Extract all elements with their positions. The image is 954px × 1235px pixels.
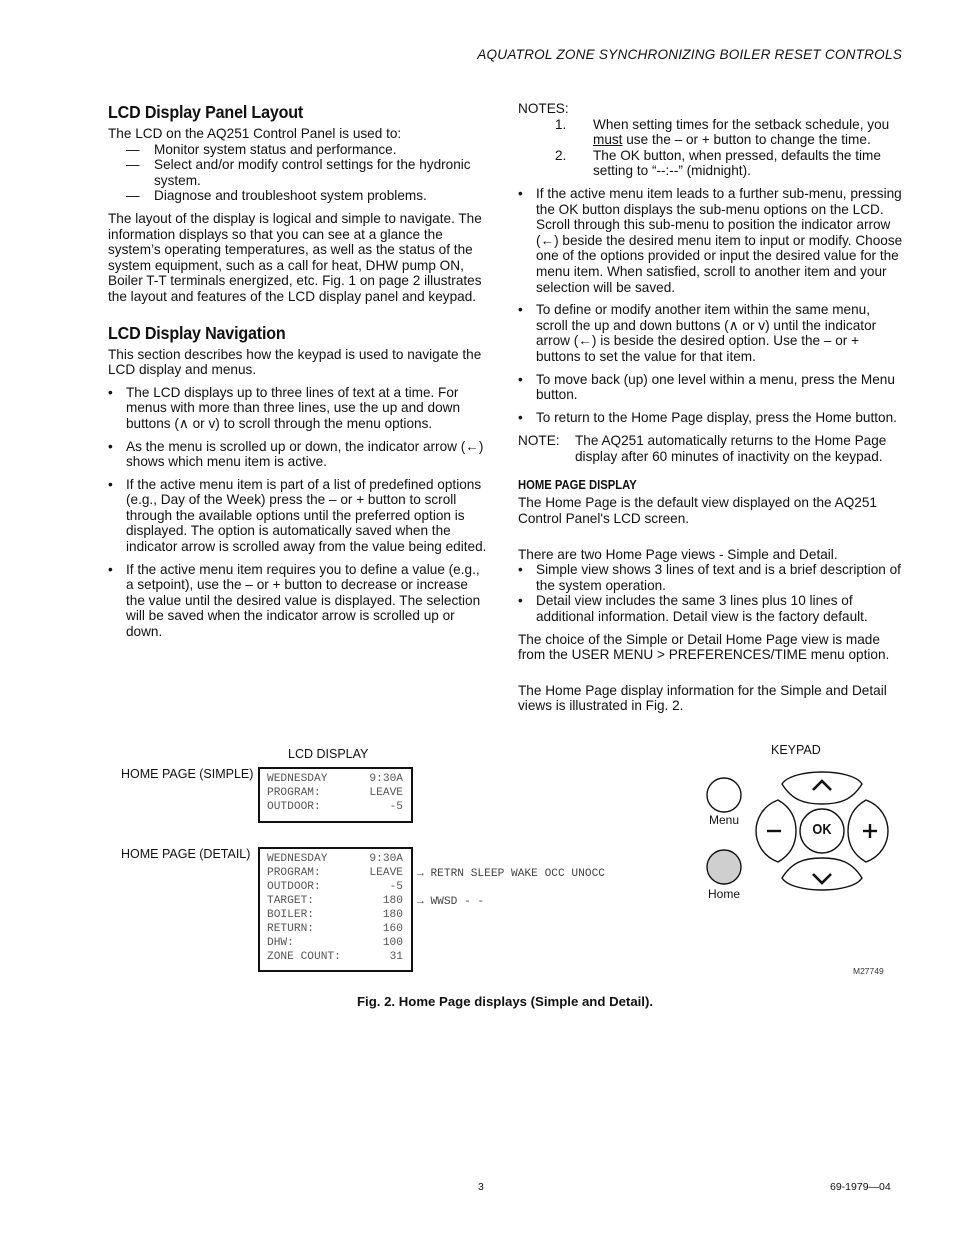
simple-view-label: HOME PAGE (SIMPLE) <box>121 767 254 781</box>
list-item: • As the menu is scrolled up or down, the indicator arrow (←) shows which menu item is active. <box>108 438 484 470</box>
section-heading-navigation: LCD Display Navigation <box>108 322 286 343</box>
list-item: 1. When setting times for the setback schedule, you must use the – or + button to change the time. <box>555 116 890 148</box>
lcd-row: OUTDOOR: -5 <box>267 801 403 813</box>
lcd-row: PROGRAM: LEAVE <box>267 867 403 879</box>
list-item: — Select and/or modify control settings for the hydronic system. <box>126 157 471 188</box>
lcd-row: ZONE COUNT: 31 <box>267 951 403 963</box>
page-number: 3 <box>478 1181 484 1193</box>
lcd-row: OUTDOOR: -5 <box>267 881 403 893</box>
list-item: • If the active menu item requires you to define a value (e.g., a setpoint), use the – or + button to decrease or increase the value until the desired value is displayed. The selection will be saved when the indicator arrow is scrolled up or down. <box>108 561 481 640</box>
navigation-bullets <box>108 385 490 640</box>
keypad-label: KEYPAD <box>771 743 821 757</box>
notes-list <box>518 117 904 179</box>
layout-use-list <box>108 142 490 204</box>
home-button[interactable] <box>707 850 741 884</box>
up-button[interactable] <box>782 772 862 804</box>
lcd-detail-display <box>258 847 413 972</box>
home-paragraph-4: The Home Page display information for the Simple and Detail views is illustrated in Fig. 2. <box>518 682 887 714</box>
list-item: • The LCD displays up to three lines of text at a time. For menus with more than three lines, use the up and down buttons (∧ or v) to scroll through the menu options. <box>108 384 461 431</box>
left-column <box>108 102 490 647</box>
lcd-row: RETURN: 160 <box>267 923 403 935</box>
list-item: 2. The OK button, when pressed, defaults the time setting to “--:--” (midnight). <box>555 147 881 179</box>
down-button[interactable] <box>782 858 862 890</box>
list-item: • Simple view shows 3 lines of text and is a brief description of the system operation. <box>518 562 901 593</box>
list-item: • To define or modify another item within the same menu, scroll the up and down buttons (∧ or v) until the indicator arrow (←) is beside the desired option. Use the – or + buttons to set the value for that item. <box>518 302 877 364</box>
figure-caption: Fig. 2. Home Page displays (Simple and Detail). <box>356 994 654 1009</box>
list-item: • If the active menu item is part of a list of predefined options (e.g., Day of the Week) press the – or + button to scroll through the available options until the preferred option is displayed. The option is automatically saved when the indicator arrow is scrolled away from the value being edited. <box>108 476 487 555</box>
layout-intro: The LCD on the AQ251 Control Panel is used to: <box>108 126 402 141</box>
lcd-row: PROGRAM: LEAVE <box>267 787 403 799</box>
ok-button-label: OK <box>812 821 832 838</box>
list-item: • Detail view includes the same 3 lines plus 10 lines of additional information. Detail view is the factory default. <box>518 593 868 625</box>
lcd-row: TARGET: 180 <box>267 895 403 907</box>
list-item: • To return to the Home Page display, press the Home button. <box>518 409 897 425</box>
figure-id: M27749 <box>853 966 884 976</box>
lcd-simple-display <box>258 767 413 823</box>
home-paragraph-2: There are two Home Page views - Simple and Detail. <box>518 546 838 562</box>
lcd-row: BOILER: 180 <box>267 909 403 921</box>
layout-paragraph: The layout of the display is logical and simple to navigate. The information displays so that you can see at a glance the system’s operating temperatures, as well as the status of the system equipment, such as a call for heat, DHW pump ON, Boiler T-T terminals energized, etc. Fig. 1 on page 2 illustrates the layout and features of the LCD display panel and keypad. <box>108 210 482 304</box>
navigation-intro: This section describes how the keypad is used to navigate the LCD display and menus. <box>108 346 482 378</box>
section-heading-layout: LCD Display Panel Layout <box>108 102 304 122</box>
list-item: • If the active menu item leads to a further sub-menu, pressing the OK button displays the sub-menu options on the LCD. Scroll through this sub-menu to position the indicator arrow (←) beside the desired menu item to input or modify. Choose one of the options provided or input the desired value for the menu item. When satisfied, scroll to another item and your selection will be saved. <box>518 185 903 295</box>
running-header: AQUATROL ZONE SYNCHRONIZING BOILER RESET CONTROLS <box>477 47 902 62</box>
home-view-bullets <box>518 562 904 624</box>
notes-label: NOTES: <box>518 101 569 116</box>
home-paragraph-3: The choice of the Simple or Detail Home Page view is made from the USER MENU > PREFERENCES/TIME menu option. <box>518 631 890 663</box>
arrow-right-icon: → <box>417 896 424 908</box>
home-page-heading: HOME PAGE DISPLAY <box>518 478 637 493</box>
outdoor-options: → WWSD - - <box>417 896 485 908</box>
home-button-label: Home <box>708 887 741 901</box>
lcd-row: WEDNESDAY 9:30A <box>267 773 403 785</box>
detail-view-label: HOME PAGE (DETAIL) <box>121 847 251 861</box>
list-item: — Monitor system status and performance. <box>126 141 397 157</box>
document-number: 69-1979—04 <box>830 1181 891 1193</box>
home-paragraph-1: The Home Page is the default view displayed on the AQ251 Control Panel's LCD screen. <box>518 495 877 527</box>
arrow-right-icon: → <box>417 868 424 880</box>
program-options: → RETRN SLEEP WAKE OCC UNOCC <box>417 868 605 880</box>
right-column <box>518 101 904 720</box>
list-item: • To move back (up) one level within a menu, press the Menu button. <box>518 371 895 403</box>
lcd-display-label: LCD DISPLAY <box>288 747 369 761</box>
lcd-row: WEDNESDAY 9:30A <box>267 853 403 865</box>
submenu-bullets <box>518 186 904 425</box>
menu-button[interactable] <box>707 778 741 812</box>
lcd-row: DHW: 100 <box>267 937 403 949</box>
list-item: — Diagnose and troubleshoot system problems. <box>126 188 427 204</box>
inactivity-note: NOTE: The AQ251 automatically returns to the Home Page display after 60 minutes of inactivity on the keypad. <box>518 433 887 464</box>
menu-button-label: Menu <box>709 813 740 827</box>
